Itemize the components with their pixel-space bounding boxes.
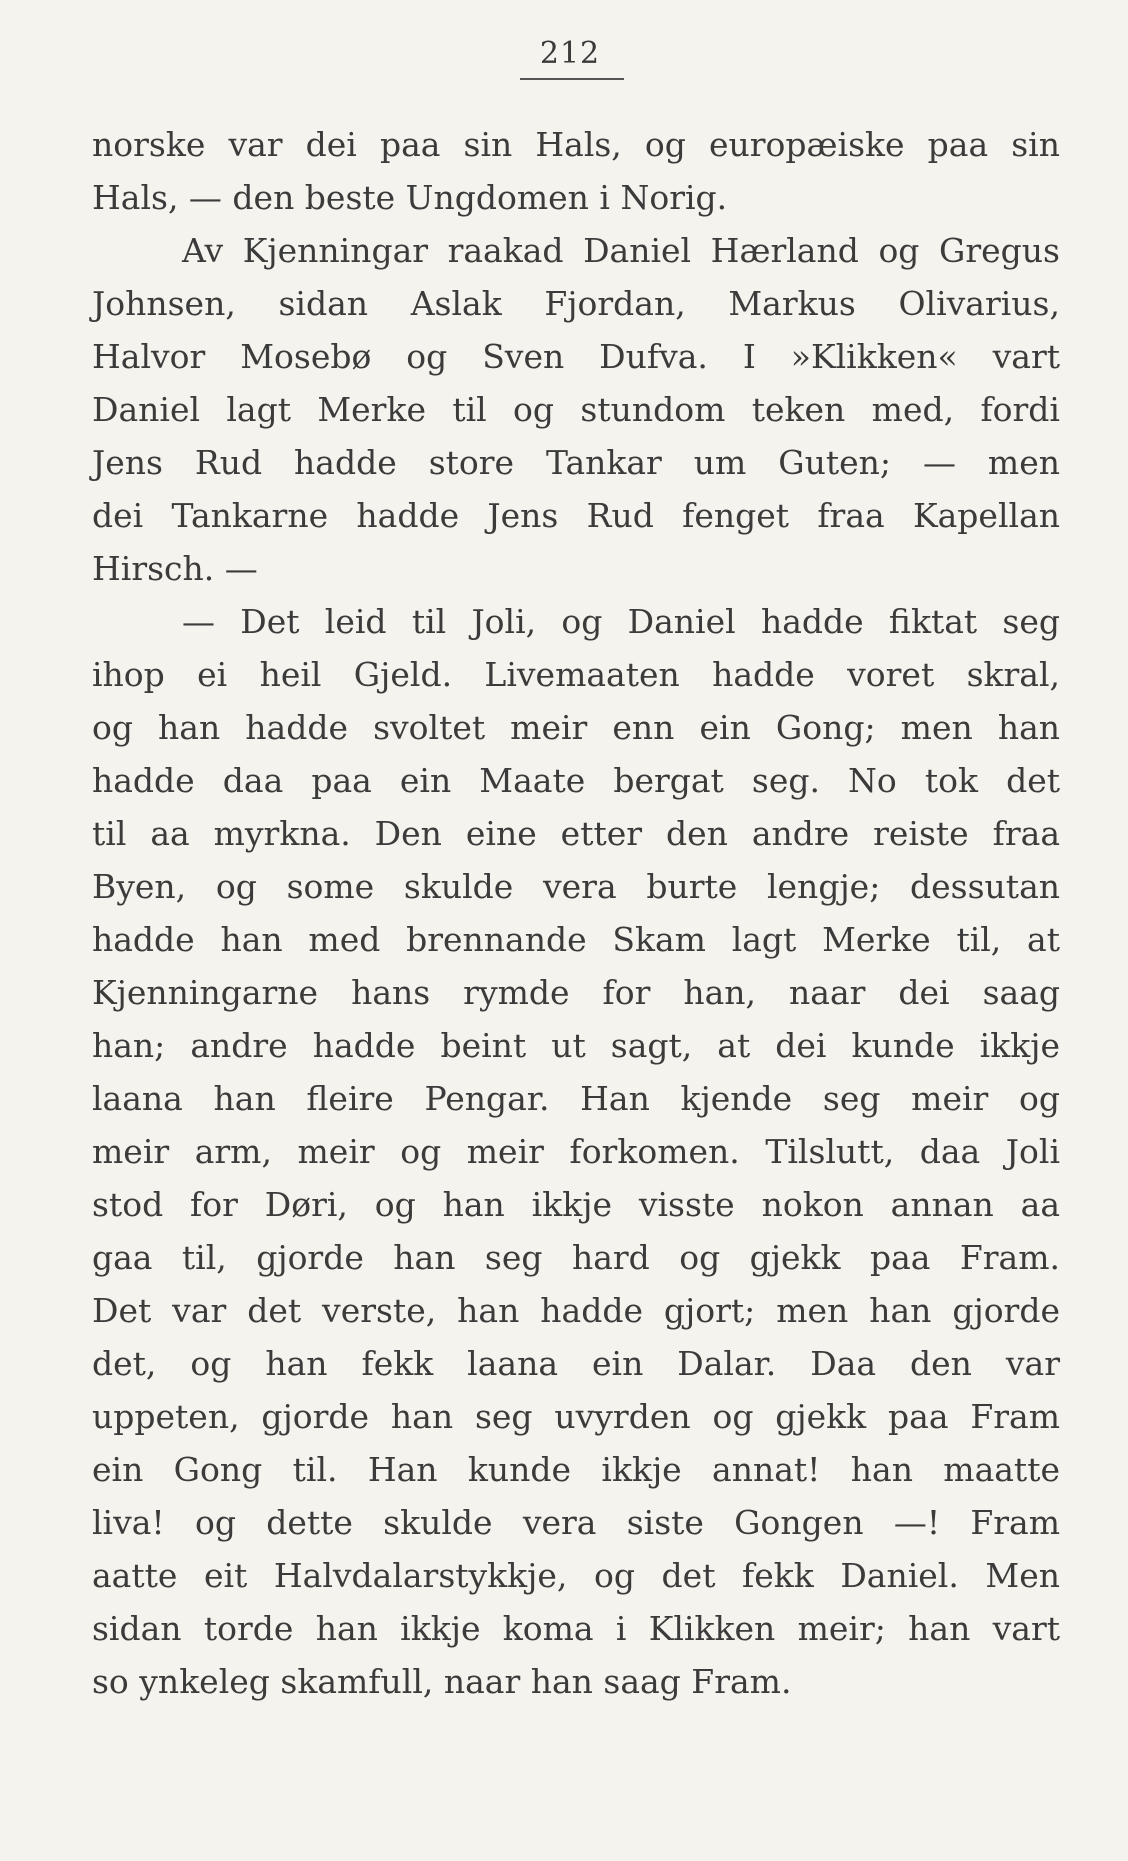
text-line: Det var det verste, han hadde gjort; men han gjorde [92, 1291, 1060, 1330]
text-line: norske var dei paa sin Hals, og europæiske paa sin [92, 125, 1060, 164]
text-line: hadde han med brennande Skam lagt Merke til, at [92, 920, 1060, 959]
text-line: dei Tankarne hadde Jens Rud fenget fraa Kapellan [92, 496, 1060, 535]
text-line: det, og han fekk laana ein Dalar. Daa den var [92, 1344, 1060, 1383]
text-line: Hals, — den beste Ungdomen i Norig. [92, 178, 728, 217]
text-line: gaa til, gjorde han seg hard og gjekk paa Fram. [92, 1238, 1060, 1277]
page-number-rule [520, 78, 624, 80]
text-line: Halvor Mosebø og Sven Dufva. I »Klikken« vart [92, 337, 1060, 376]
text-line: hadde daa paa ein Maate bergat seg. No tok det [92, 761, 1060, 800]
text-line: han; andre hadde beint ut sagt, at dei kunde ikkje [92, 1026, 1060, 1065]
text-line: uppeten, gjorde han seg uvyrden og gjekk paa Fram [92, 1397, 1060, 1436]
text-line: laana han fleire Pengar. Han kjende seg meir og [92, 1079, 1060, 1118]
text-line: Daniel lagt Merke til og stundom teken med, fordi [92, 390, 1060, 429]
page-number: 212 [539, 36, 601, 71]
body-text [92, 118, 1060, 1708]
text-line: og han hadde svoltet meir enn ein Gong; men han [92, 708, 1060, 747]
text-line: Johnsen, sidan Aslak Fjordan, Markus Olivarius, [92, 284, 1060, 323]
text-line: Av Kjenningar raakad Daniel Hærland og Gregus [182, 231, 1060, 270]
text-line: Hirsch. — [92, 549, 258, 588]
text-line: Jens Rud hadde store Tankar um Guten; — men [92, 443, 1060, 482]
text-line: stod for Døri, og han ikkje visste nokon annan aa [92, 1185, 1060, 1224]
text-line: meir arm, meir og meir forkomen. Tilslutt, daa Joli [92, 1132, 1060, 1171]
text-line: — Det leid til Joli, og Daniel hadde fiktat seg [182, 602, 1060, 641]
text-line: Byen, og some skulde vera burte lengje; dessutan [92, 867, 1060, 906]
text-line: so ynkeleg skamfull, naar han saag Fram. [92, 1662, 792, 1701]
text-line: liva! og dette skulde vera siste Gongen —! Fram [92, 1503, 1060, 1542]
text-line: ein Gong til. Han kunde ikkje annat! han maatte [92, 1450, 1060, 1489]
text-line: aatte eit Halvdalarstykkje, og det fekk Daniel. Men [92, 1556, 1060, 1595]
text-line: Kjenningarne hans rymde for han, naar dei saag [92, 973, 1060, 1012]
text-line: ihop ei heil Gjeld. Livemaaten hadde voret skral, [92, 655, 1060, 694]
text-line: sidan torde han ikkje koma i Klikken meir; han vart [92, 1609, 1060, 1648]
text-line: til aa myrkna. Den eine etter den andre reiste fraa [92, 814, 1060, 853]
